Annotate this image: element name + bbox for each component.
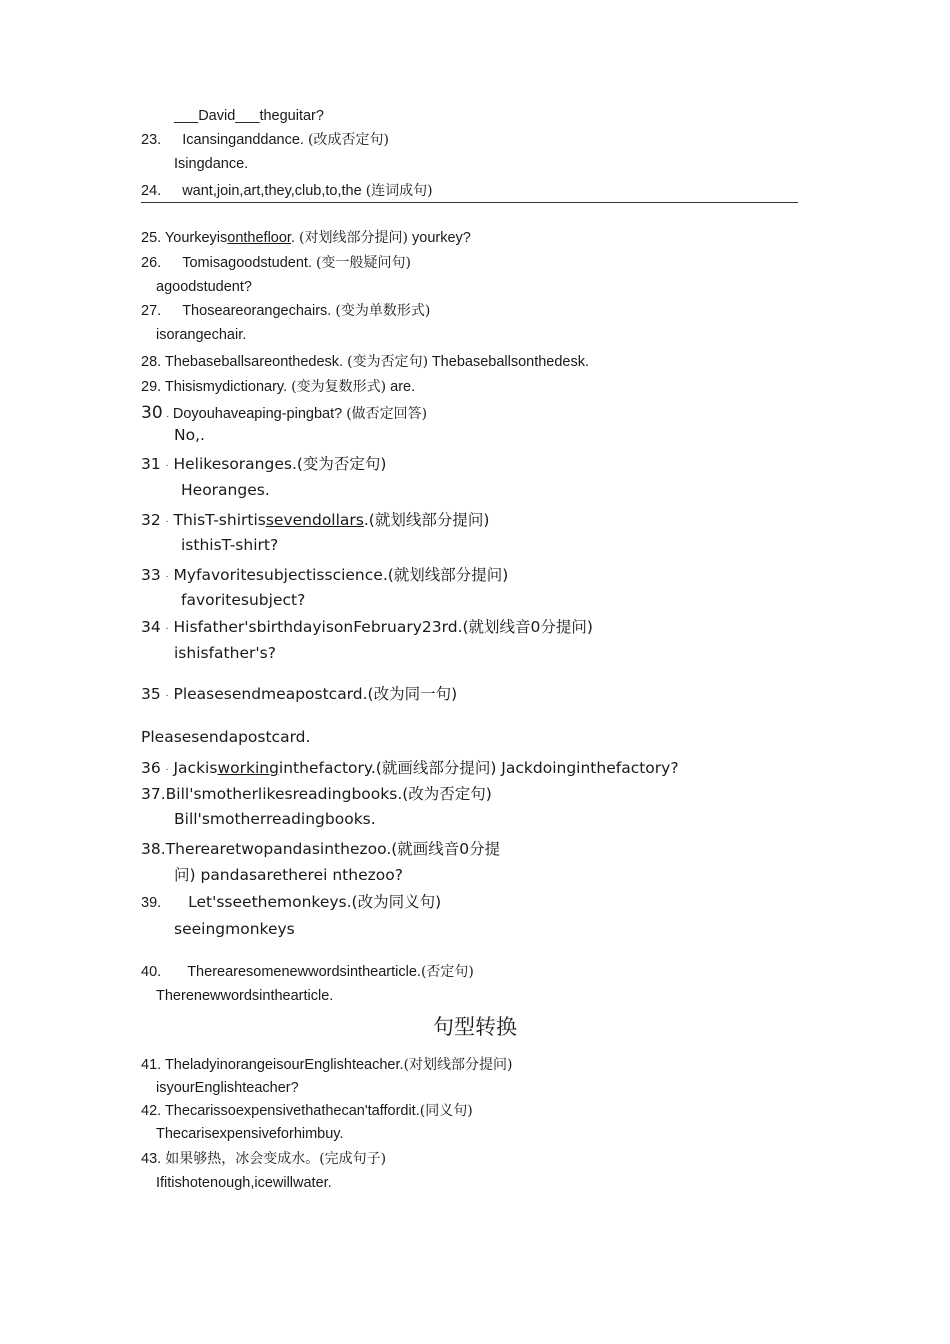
q30-text: Doyouhaveaping-pingbat?	[172, 406, 343, 422]
q23-number: 23.	[141, 132, 162, 148]
q32: 32 . ThisT-shirtissevendollars.(就划线部分提问)	[141, 511, 490, 529]
q40-number: 40.	[141, 964, 162, 980]
q26-number: 26.	[141, 255, 162, 271]
q23	[141, 133, 389, 148]
q27-text: Thoseareorangechairs.	[182, 303, 332, 319]
q42-answer: Thecarisexpensiveforhimbuy.	[156, 1126, 344, 1142]
q38-continued: 问) pandasaretherei nthezoo?	[174, 866, 403, 884]
section-title: 句型转换	[433, 1015, 517, 1039]
q29-tail: are.	[390, 379, 416, 395]
q43	[141, 1152, 386, 1167]
q43-note: (完成句子)	[319, 1151, 387, 1167]
q34-answer: ishisfather's?	[174, 644, 276, 662]
q32-answer: isthisT-shirt?	[181, 536, 279, 554]
q32-text: ThisT-shirtis	[173, 511, 266, 529]
q24	[141, 184, 433, 199]
answer-rule	[141, 202, 798, 203]
q26-answer: agoodstudent?	[156, 279, 252, 295]
q26-text: Tomisagoodstudent.	[182, 255, 312, 271]
q25	[141, 231, 471, 246]
q34-number: 34	[141, 618, 161, 636]
q33-answer: favoritesubject?	[181, 591, 306, 609]
q29-note: (变为复数形式)	[291, 379, 387, 395]
q41-text: TheladyinorangeisourEnglishteacher.	[164, 1057, 404, 1073]
q25-tail: yourkey?	[412, 230, 471, 246]
q42	[141, 1104, 473, 1119]
q27-note: (变为单数形式)	[335, 303, 431, 319]
q38-number: 38.	[141, 840, 166, 858]
q37-answer: Bill'smotherreadingbooks.	[174, 810, 376, 828]
q30-note: (做否定回答)	[346, 406, 428, 422]
q37-number: 37.	[141, 785, 166, 803]
q36-number: 36	[141, 759, 161, 777]
q28-note: (变为否定句)	[347, 354, 429, 370]
q32-number: 32	[141, 511, 161, 529]
q38	[141, 842, 500, 858]
q40-answer: Therenewwordsinthearticle.	[156, 988, 334, 1004]
q43-answer: Ifitishotenough,icewillwater.	[156, 1175, 332, 1191]
q25-period: .	[290, 230, 295, 246]
q43-text: 如果够热，冰会变成水。	[165, 1151, 320, 1167]
q31-text: Helikesoranges.(变为否定句)	[173, 455, 387, 473]
q39-text: Let'sseethemonkeys.(改为同义句)	[188, 893, 442, 911]
q26-note: (变一般疑问句)	[316, 255, 411, 271]
q40-note: (否定句)	[420, 964, 474, 980]
q24-note: (连词成句)	[365, 183, 433, 199]
q28-tail: Thebaseballsonthedesk.	[431, 354, 590, 370]
q36-underlined: working	[217, 759, 279, 777]
q26	[141, 256, 411, 271]
q41-number: 41.	[141, 1057, 162, 1073]
q35: 35 . Pleasesendmeapostcard.(改为同一句)	[141, 685, 458, 703]
q30-number: 30	[141, 403, 163, 423]
q24-number: 24.	[141, 183, 162, 199]
q39-answer: seeingmonkeys	[174, 920, 295, 938]
q35-answer: Pleasesendapostcard.	[141, 728, 311, 746]
q42-note: (同义句)	[419, 1103, 473, 1119]
q34-text: Hisfather'sbirthdayisonFebruary23rd.(就划线音0分提问)	[173, 618, 593, 636]
q32-note: .(就划线部分提问)	[363, 511, 490, 529]
q25-underlined: onthefloor	[227, 230, 291, 246]
q32-underlined: sevendollars	[265, 511, 364, 529]
q38-text: Therearetwopandasinthezoo.(就画线音0分提	[165, 840, 501, 858]
q27	[141, 304, 430, 319]
q37-text: Bill'smotherlikesreadingbooks.(改为否定句)	[165, 785, 492, 803]
q35-text: Pleasesendmeapostcard.(改为同一句)	[173, 685, 458, 703]
q25-text: 25. Yourkeyis	[141, 230, 228, 246]
q42-number: 42.	[141, 1103, 162, 1119]
q41-note: (对划线部分提问)	[403, 1057, 513, 1073]
q23-note: (改成否定句)	[307, 132, 389, 148]
q23-text: Icansinganddance.	[182, 132, 304, 148]
q41-answer: isyourEnglishteacher?	[156, 1080, 299, 1096]
q27-number: 27.	[141, 303, 162, 319]
q40-text: Therearesomenewwordsinthearticle.	[187, 964, 421, 980]
q39	[141, 895, 441, 911]
q28-text: 28. Thebaseballsareonthedesk.	[141, 354, 344, 370]
q31-number: 31	[141, 455, 161, 473]
q39-number: 39.	[141, 895, 162, 911]
q25-note: (对划线部分提问)	[299, 230, 408, 246]
q33-text: Myfavoritesubjectisscience.(就划线部分提问)	[173, 566, 509, 584]
q29	[141, 380, 415, 395]
q42-text: Thecarissoexpensivethathecan'taffordit.	[164, 1103, 420, 1119]
q31: 31 . Helikesoranges.(变为否定句)	[141, 455, 387, 473]
q35-number: 35	[141, 685, 161, 703]
q31-answer: Heoranges.	[181, 481, 270, 499]
q33-number: 33	[141, 566, 161, 584]
q36-rest: inthefactory.(就画线部分提问) Jackdoinginthefactory?	[278, 759, 679, 777]
q41	[141, 1058, 513, 1073]
q22-answer: ___David___theguitar?	[174, 108, 324, 124]
q40	[141, 965, 474, 980]
q34: 34 . Hisfather'sbirthdayisonFebruary23rd.(就划线音0分提问)	[141, 618, 593, 636]
q27-answer: isorangechair.	[156, 327, 247, 343]
q23-answer: Isingdance.	[174, 156, 249, 172]
q33: 33 . Myfavoritesubjectisscience.(就划线部分提问)	[141, 566, 509, 584]
q28	[141, 355, 589, 370]
q36: 36 . Jackisworkinginthefactory.(就画线部分提问) Jackdoinginthefactory?	[141, 759, 679, 777]
q30-answer: No,.	[174, 426, 205, 444]
q36-text: Jackis	[173, 759, 218, 777]
q30: 30 . Doyouhaveaping-pingbat? (做否定回答)	[141, 403, 428, 423]
q37	[141, 787, 492, 803]
q24-text: want,join,art,they,club,to,the	[182, 183, 362, 199]
q29-text: 29. Thisismydictionary.	[141, 379, 288, 395]
q43-number: 43.	[141, 1151, 162, 1167]
